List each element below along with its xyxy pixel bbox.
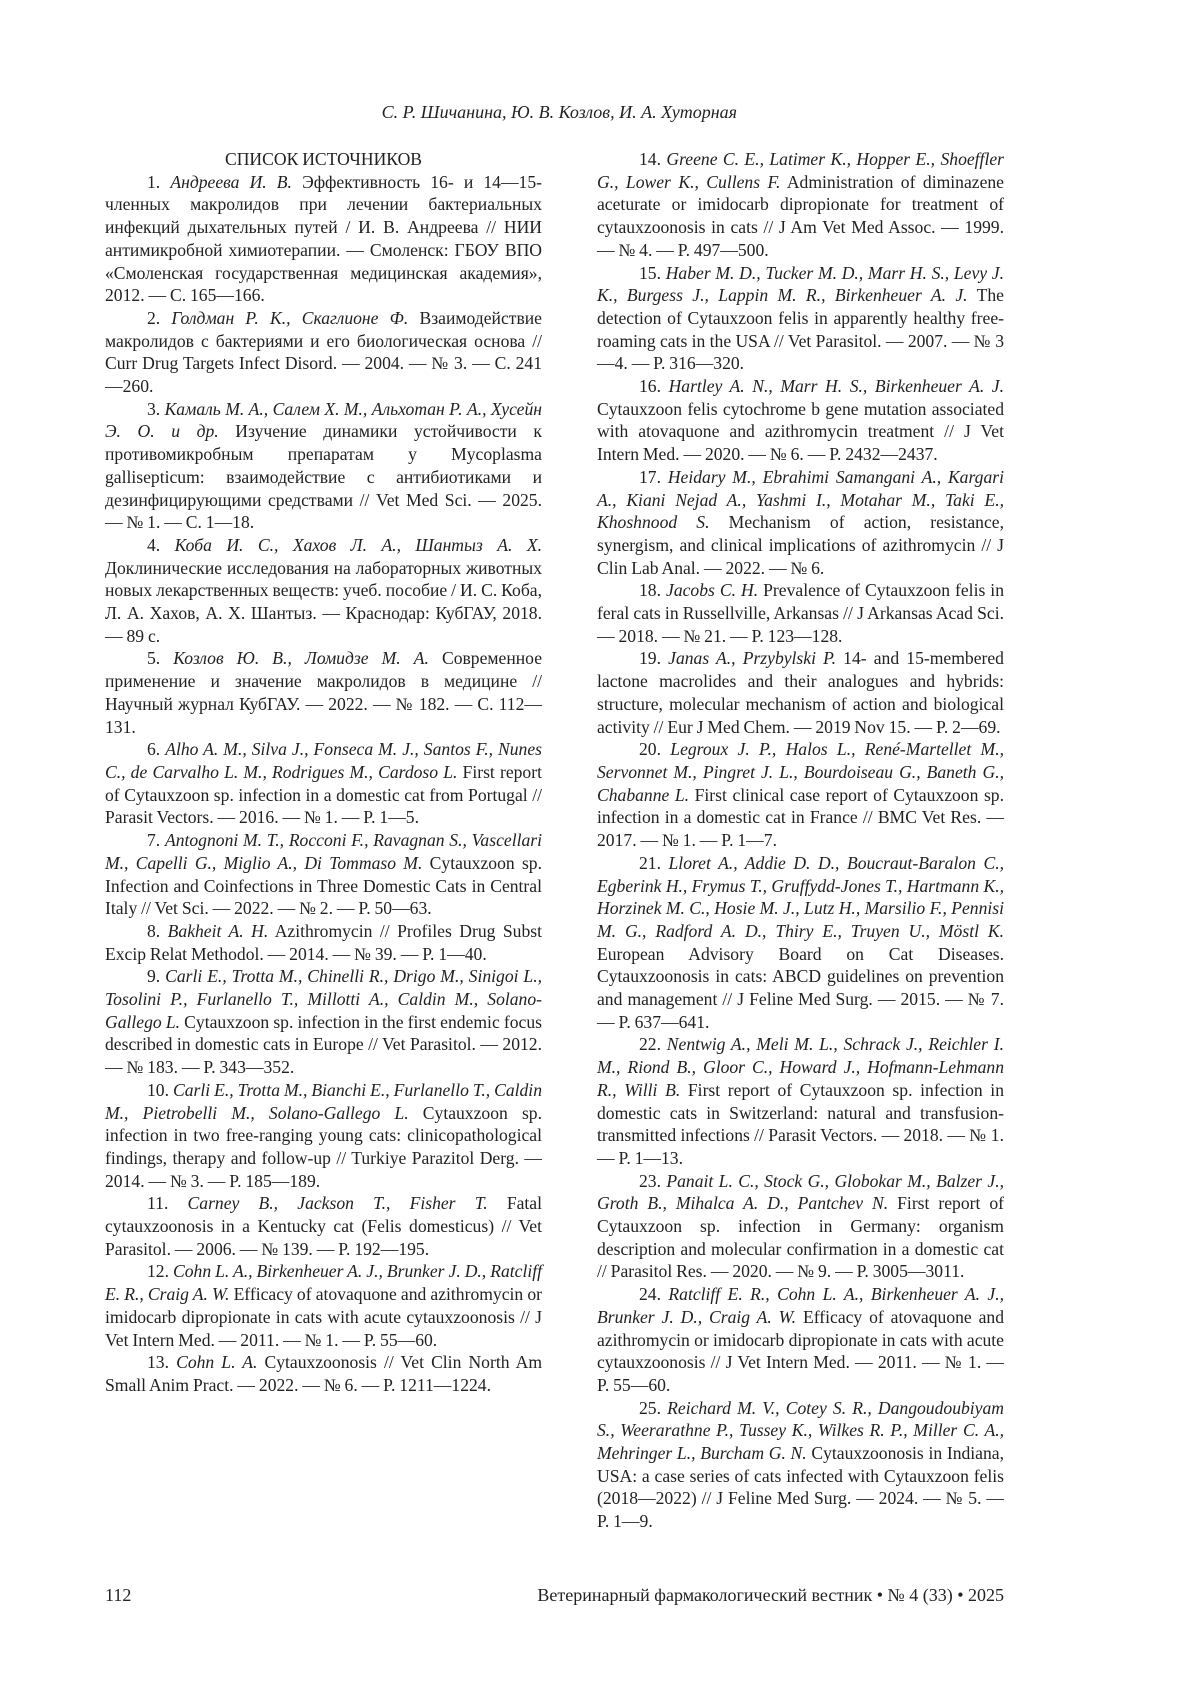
reference-text: First clinical case report of Cytauxzoon sp. infection in a domestic cat in France // BMC Vet Res. — 2017. — № 1. — P. 1—7.	[597, 784, 1004, 851]
reference-authors: Heidary M., Ebrahimi Samangani A., Kargari A., Kiani Nejad A., Yashmi I., Motahar M., Taki E., Khoshnood S.	[597, 466, 1004, 533]
reference-item	[105, 171, 542, 307]
reference-authors: Cohn L. A.	[176, 1352, 258, 1373]
reference-number: 12.	[147, 1261, 169, 1282]
reference-number: 24.	[639, 1284, 661, 1305]
reference-authors: Голдман Р. К., Скаглионе Ф.	[171, 307, 409, 328]
reference-item	[105, 647, 542, 738]
reference-authors: Panait L. C., Stock G., Globokar M., Balzer J., Groth B., Mihalca A. D., Pantchev N.	[597, 1170, 1004, 1214]
reference-number: 22.	[639, 1034, 661, 1055]
reference-authors: Коба И. С., Хахов Л. А., Шантыз А. Х.	[174, 534, 542, 555]
reference-text: Эффективность 16- и 14—15-членных макролидов при лечении бактериальных инфекций дыхательных путей / И. В. Андреева // НИИ антимикробной химиотерапии. — Смоленск: ГБОУ ВПО «Смоленская государственная медицинская академия», 2012. — С. 165—166.	[105, 171, 542, 306]
reference-number: 3.	[147, 398, 161, 419]
reference-number: 10.	[147, 1079, 169, 1100]
reference-text: Изучение динамики устойчивости к противомикробным препаратам у Mycoplasma gallisepticum: взаимодействие с антибиотиками и дезинфицирующими средствами // Vet Med Sci. — 2025. — № 1. — С. 1—18.	[105, 421, 542, 533]
reference-text: Efficacy of atovaquone and azithromycin or imidocarb dipropionate in cats with acute cytauxzoonosis // J Vet Intern Med. — 2011. — № 1. — P. 55—60.	[105, 1284, 542, 1350]
left-column	[105, 148, 542, 1397]
reference-text: Efficacy of atovaquone and azithromycin or imidocarb dipropionate in cats with acute cytauxzoonosis // J Vet Intern Med. — 2011. — № 1. — P. 55—60.	[597, 1306, 1005, 1395]
reference-text: Prevalence of Cytauxzoon felis in feral cats in Russellville, Arkansas // J Arkansas Acad Sci. — 2018. — № 21. — P. 123—128.	[597, 580, 1004, 646]
reference-number: 9.	[147, 966, 161, 987]
reference-item	[597, 262, 1004, 376]
reference-item	[105, 1351, 542, 1396]
reference-authors: Haber M. D., Tucker M. D., Marr H. S., Levy J. K., Burgess J., Lappin M. R., Birkenheuer A. J.	[597, 262, 1005, 306]
reference-number: 19.	[639, 648, 661, 669]
reference-number: 7.	[147, 830, 161, 851]
reference-text: The detection of Cytauxzoon felis in apparently healthy free-roaming cats in the USA // Vet Parasitol. — 2007. — № 3—4. — P. 316—320.	[597, 285, 1004, 374]
reference-number: 6.	[147, 739, 161, 760]
reference-list-left	[105, 171, 542, 1397]
reference-item	[597, 1170, 1004, 1284]
reference-authors: Jacobs C. H.	[666, 580, 759, 601]
reference-number: 13.	[147, 1352, 169, 1373]
reference-text: First report of Cytauxzoon sp. infection in a domestic cat from Portugal // Parasit Vectors. — 2016. — № 1. — P. 1—5.	[105, 761, 542, 828]
reference-item	[597, 852, 1004, 1034]
reference-authors: Greene C. E., Latimer K., Hopper E., Shoeffler G., Lower K., Cullens F.	[597, 149, 1004, 192]
reference-authors: Carli E., Trotta M., Chinelli R., Drigo M., Sinigoi L., Tosolini P., Furlanello T., Millotti A., Caldin M., Solano-Gallego L.	[105, 966, 542, 1032]
reference-item	[105, 398, 542, 534]
reference-number: 21.	[639, 852, 661, 873]
reference-number: 16.	[639, 376, 661, 397]
reference-text: 14- and 15-membered lactone macrolides and their analogues and hybrids: structure, molecular mechanism of action and biological activity // Eur J Med Chem. — 2019 Nov 15. — P. 2—69.	[597, 648, 1004, 737]
journal-footer: Ветеринарный фармакологический вестник • № 4 (33) • 2025	[537, 1584, 1004, 1605]
reference-authors: Carli E., Trotta M., Bianchi E., Furlanello T., Caldin M., Pietrobelli M., Solano-Gallego L.	[105, 1079, 542, 1123]
reference-authors: Ratcliff E. R., Cohn L. A., Birkenheuer A. J., Brunker J. D., Craig A. W.	[597, 1284, 1004, 1327]
reference-item	[597, 466, 1004, 580]
running-head-authors: С. Р. Шичанина, Ю. В. Козлов, И. А. Хуторная	[381, 102, 737, 122]
reference-item	[597, 738, 1004, 852]
reference-text: European Advisory Board on Cat Diseases. Cytauxzoonosis in cats: ABCD guidelines on prevention and management // J Feline Med Surg. — 2015. — № 7. — P. 637—641.	[597, 943, 1004, 1032]
reference-authors: Cohn L. A., Birkenheuer A. J., Brunker J. D., Ratcliff E. R., Craig A. W.	[105, 1261, 542, 1305]
reference-number: 5.	[147, 648, 161, 669]
reference-number: 20.	[639, 739, 661, 760]
reference-item	[105, 920, 542, 965]
section-heading: СПИСОК ИСТОЧНИКОВ	[224, 149, 423, 169]
reference-text: Доклинические исследования на лабораторных животных новых лекарственных веществ: учеб. пособие / И. С. Коба, Л. А. Хахов, А. Х. Шантыз. — Краснодар: КубГАУ, 2018. — 89 с.	[105, 557, 542, 646]
reference-number: 25.	[639, 1397, 661, 1418]
reference-number: 18.	[639, 580, 661, 601]
two-column-body	[0, 148, 1200, 1533]
reference-item	[597, 1033, 1004, 1169]
reference-authors: Nentwig A., Meli M. L., Schrack J., Reichler I. M., Riond B., Gloor C., Howard J., Hofmann-Lehmann R., Willi B.	[597, 1034, 1004, 1100]
reference-number: 2.	[147, 307, 161, 328]
reference-item	[105, 965, 542, 1079]
reference-item	[597, 647, 1004, 738]
reference-authors: Legroux J. P., Halos L., René-Martellet M., Servonnet M., Pingret J. L., Bourdoiseau G., Baneth G., Chabanne L.	[597, 739, 1004, 805]
reference-number: 15.	[639, 262, 661, 283]
reference-authors: Carney B., Jackson T., Fisher T.	[187, 1193, 488, 1214]
reference-number: 17.	[639, 466, 661, 487]
reference-number: 14.	[639, 149, 661, 169]
reference-authors: Alho A. M., Silva J., Fonseca M. J., Santos F., Nunes C., de Carvalho L. M., Rodrigues M., Cardoso L.	[105, 739, 542, 782]
reference-text: Современное применение и значение макролидов в медицине // Научный журнал КубГАУ. — 2022. — № 182. — С. 112—131.	[105, 648, 543, 737]
reference-authors: Antognoni M. T., Rocconi F., Ravagnan S., Vascellari M., Capelli G., Miglio A., Di Tommaso M.	[105, 830, 542, 873]
reference-text: Mechanism of action, resistance, synergism, and clinical implications of azithromycin // J Clin Lab Anal. — 2022. — № 6.	[597, 512, 1004, 578]
reference-text: First report of Cytauxzoon sp. infection in domestic cats in Switzerland: natural and transfusion-transmitted infections // Parasit Vectors. — 2018. — № 1. — P. 1—13.	[597, 1079, 1004, 1168]
reference-item	[105, 1260, 542, 1351]
reference-text: Fatal cytauxzoonosis in a Kentucky cat (Felis domesticus) // Vet Parasitol. — 2006. — № 139. — P. 192—195.	[105, 1193, 542, 1259]
reference-item	[597, 1283, 1004, 1397]
reference-item	[105, 1079, 542, 1193]
reference-authors: Janas A., Przybylski P.	[668, 648, 836, 669]
page-number: 112	[105, 1584, 132, 1605]
reference-text: Cytauxzoonosis in Indiana, USA: a case series of cats infected with Cytauxzoon felis (2018—2022) // J Feline Med Surg. — 2024. — № 5. — P. 1—9.	[597, 1443, 1004, 1532]
reference-authors: Андреева И. В.	[170, 171, 292, 192]
reference-text: Cytauxzoon felis cytochrome b gene mutation associated with atovaquone and azithromycin treatment // J Vet Intern Med. — 2020. — № 6. — P. 2432—2437.	[597, 398, 1004, 465]
reference-text: Cytauxzoon sp. infection in two free-ranging young cats: clinicopathological findings, therapy and follow-up // Turkiye Parazitol Derg. — 2014. — № 3. — P. 185—189.	[105, 1102, 542, 1191]
reference-item	[105, 1192, 542, 1260]
reference-authors: Hartley A. N., Marr H. S., Birkenheuer A. J.	[668, 376, 1004, 397]
reference-item	[105, 534, 542, 648]
right-column	[597, 148, 1004, 1533]
reference-item	[105, 307, 542, 398]
reference-number: 4.	[147, 534, 161, 555]
reference-item	[105, 738, 542, 829]
reference-item	[597, 375, 1004, 466]
reference-number: 8.	[147, 920, 161, 941]
reference-text: Cytauxzoonosis // Vet Clin North Am Small Anim Pract. — 2022. — № 6. — P. 1211—1224.	[105, 1352, 543, 1395]
reference-text: Взаимодействие макролидов с бактериями и его биологическая основа // Curr Drug Targets Infect Disord. — 2004. — № 3. — С. 241—260.	[105, 307, 542, 397]
reference-authors: Козлов Ю. В., Ломидзе М. А.	[173, 648, 429, 669]
reference-item	[597, 148, 1004, 262]
reference-text: Cytauxzoon sp. Infection and Coinfections in Three Domestic Cats in Central Italy // Vet Sci. — 2022. — № 2. — P. 50—63.	[105, 852, 543, 919]
reference-item	[105, 829, 542, 920]
reference-text: Administration of diminazene aceturate or imidocarb dipropionate for treatment of cytauxzoonosis in cats // J Am Vet Med Assoc. — 1999. — № 4. — P. 497—500.	[597, 171, 1004, 260]
reference-list-right	[597, 148, 1004, 1533]
reference-authors: Reichard M. V., Cotey S. R., Dangoudoubiyam S., Weerarathne P., Tussey K., Wilkes R. P., Miller C. A., Mehringer L., Burcham G. N.	[597, 1397, 1004, 1464]
reference-item	[597, 1397, 1004, 1533]
reference-number: 1.	[147, 171, 161, 192]
reference-authors: Bakheit A. H.	[167, 920, 269, 941]
reference-item	[597, 579, 1004, 647]
reference-text: Cytauxzoon sp. infection in the first endemic focus described in domestic cats in Europe // Vet Parasitol. — 2012. — № 183. — P. 343—352.	[105, 1011, 543, 1078]
reference-text: Azithromycin // Profiles Drug Subst Excip Relat Methodol. — 2014. — № 39. — P. 1—40.	[105, 920, 542, 964]
page-footer	[105, 1583, 1004, 1647]
reference-authors: Lloret A., Addie D. D., Boucraut-Baralon C., Egberink H., Frymus T., Gruffydd-Jones T., Hartmann K., Horzinek M. C., Hosie M. J., Lutz H., Marsilio F., Pennisi M. G., Radford A. D., Thiry E., Truyen U., Möstl K.	[597, 852, 1005, 941]
reference-text: First report of Cytauxzoon sp. infection in Germany: organism description and molecular confirmation in a domestic cat // Parasitol Res. — 2020. — № 9. — P. 3005—3011.	[597, 1193, 1004, 1282]
reference-authors: Камаль М. А., Салем Х. М., Альхотан Р. А., Хусейн Э. О. и др.	[105, 398, 543, 442]
reference-number: 11.	[147, 1193, 169, 1214]
reference-number: 23.	[639, 1170, 661, 1191]
